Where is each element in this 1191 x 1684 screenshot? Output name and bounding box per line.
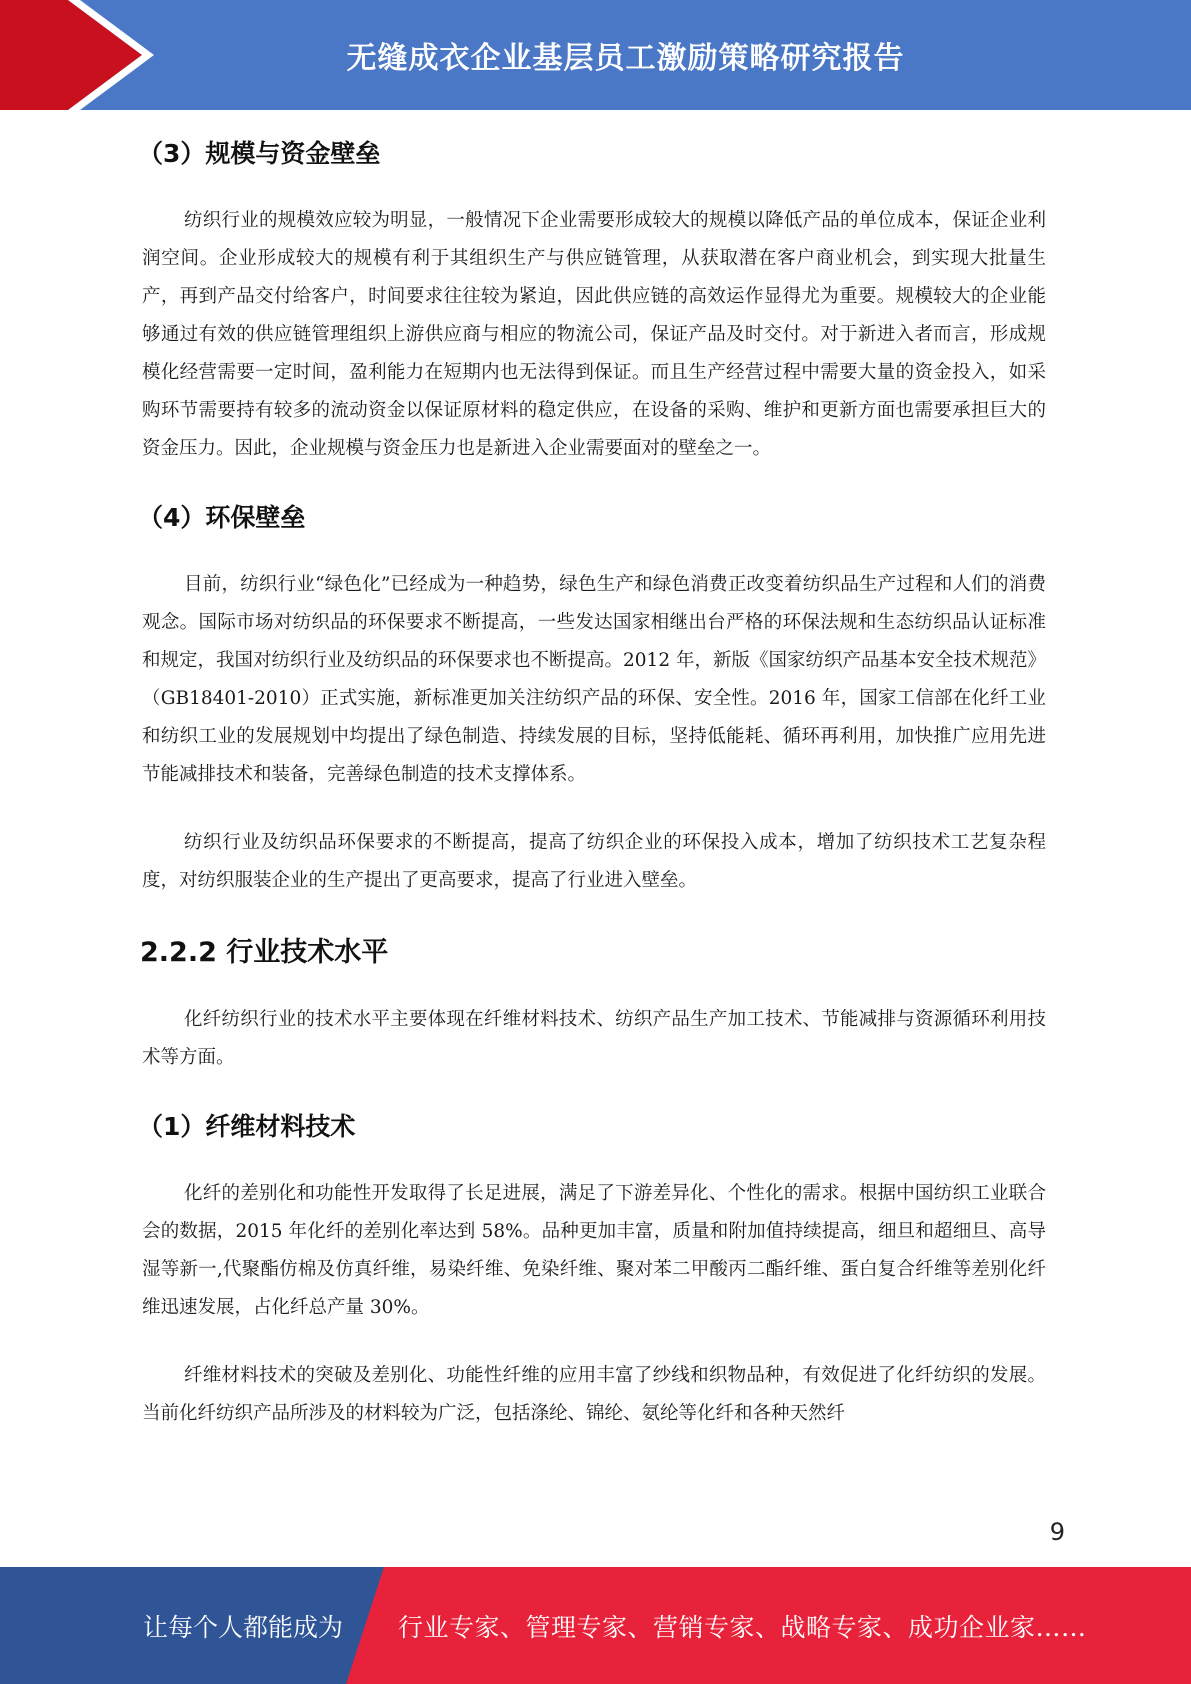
document-body bbox=[138, 118, 1046, 1463]
page-number: 9 bbox=[1049, 1518, 1065, 1546]
page-footer bbox=[0, 1567, 1191, 1684]
paragraph: 目前，纺织行业“绿色化”已经成为一种趋势，绿色生产和绿色消费正改变着纺织品生产过程和人们的消费观念。国际市场对纺织品的环保要求不断提高，一些发达国家相继出台严格的环保法规和生态纺织品认证标准和规定，我国对纺织行业及纺织品的环保要求也不断提高。2012 年，新版《国家纺织产品基本安全技术规范》（GB18401-2010）正式实施，新标准更加关注纺织产品的环保、安全性。2016 年，国家工信部在化纤工业和纺织工业的发展规划中均提出了绿色制造、持续发展的目标，坚持低能耗、循环再利用，加快推广应用先进节能减排技术和装备，完善绿色制造的技术支撑体系。 bbox=[142, 574, 1046, 785]
paragraph: 化纤的差别化和功能性开发取得了长足进展，满足了下游差异化、个性化的需求。根据中国纺织工业联合会的数据，2015 年化纤的差别化率达到 58%。品种更加丰富，质量和附加值持续提高，细旦和超细旦、高导湿等新一,代聚酯仿棉及仿真纤维，易染纤维、免染纤维、聚对苯二甲酸丙二酯纤维、蛋白复合纤维等差别化纤维迅速发展，占化纤总产量 30%。 bbox=[142, 1183, 1046, 1318]
page-header bbox=[0, 0, 1191, 110]
paragraph: 纤维材料技术的突破及差别化、功能性纤维的应用丰富了纱线和织物品种，有效促进了化纤纺织的发展。当前化纤纺织产品所涉及的材料较为广泛，包括涤纶、锦纶、氨纶等化纤和各种天然纤 bbox=[142, 1365, 1046, 1424]
section-heading-fiber-material-tech: （1）纤维材料技术 bbox=[138, 1112, 356, 1141]
section-heading-scale-capital-barrier: （3）规模与资金壁垒 bbox=[138, 139, 381, 168]
section-heading-environmental-barrier: （4）环保壁垒 bbox=[138, 503, 306, 532]
footer-slogan-left: 让每个人都能成为 bbox=[143, 1612, 344, 1642]
report-title: 无缝成衣企业基层员工激励策略研究报告 bbox=[346, 41, 905, 76]
section-heading-industry-tech-level: 2.2.2 行业技术水平 bbox=[140, 937, 389, 968]
paragraph: 纺织行业的规模效应较为明显，一般情况下企业需要形成较大的规模以降低产品的单位成本，保证企业利润空间。企业形成较大的规模有利于其组织生产与供应链管理，从获取潜在客户商业机会，到实现大批量生产，再到产品交付给客户，时间要求往往较为紧迫，因此供应链的高效运作显得尤为重要。规模较大的企业能够通过有效的供应链管理组织上游供应商与相应的物流公司，保证产品及时交付。对于新进入者而言，形成规模化经营需要一定时间，盈利能力在短期内也无法得到保证。而且生产经营过程中需要大量的资金投入，如采购环节需要持有较多的流动资金以保证原材料的稳定供应，在设备的采购、维护和更新方面也需要承担巨大的资金压力。因此，企业规模与资金压力也是新进入企业需要面对的壁垒之一。 bbox=[142, 210, 1046, 459]
footer-slogan-right: 行业专家、管理专家、营销专家、战略专家、成功企业家…… bbox=[398, 1612, 1087, 1642]
header-arrow-decoration bbox=[0, 0, 160, 110]
paragraph: 纺织行业及纺织品环保要求的不断提高，提高了纺织企业的环保投入成本，增加了纺织技术工艺复杂程度，对纺织服装企业的生产提出了更高要求，提高了行业进入壁垒。 bbox=[142, 832, 1046, 891]
paragraph: 化纤纺织行业的技术水平主要体现在纤维材料技术、纺织产品生产加工技术、节能减排与资源循环利用技术等方面。 bbox=[142, 1009, 1046, 1068]
